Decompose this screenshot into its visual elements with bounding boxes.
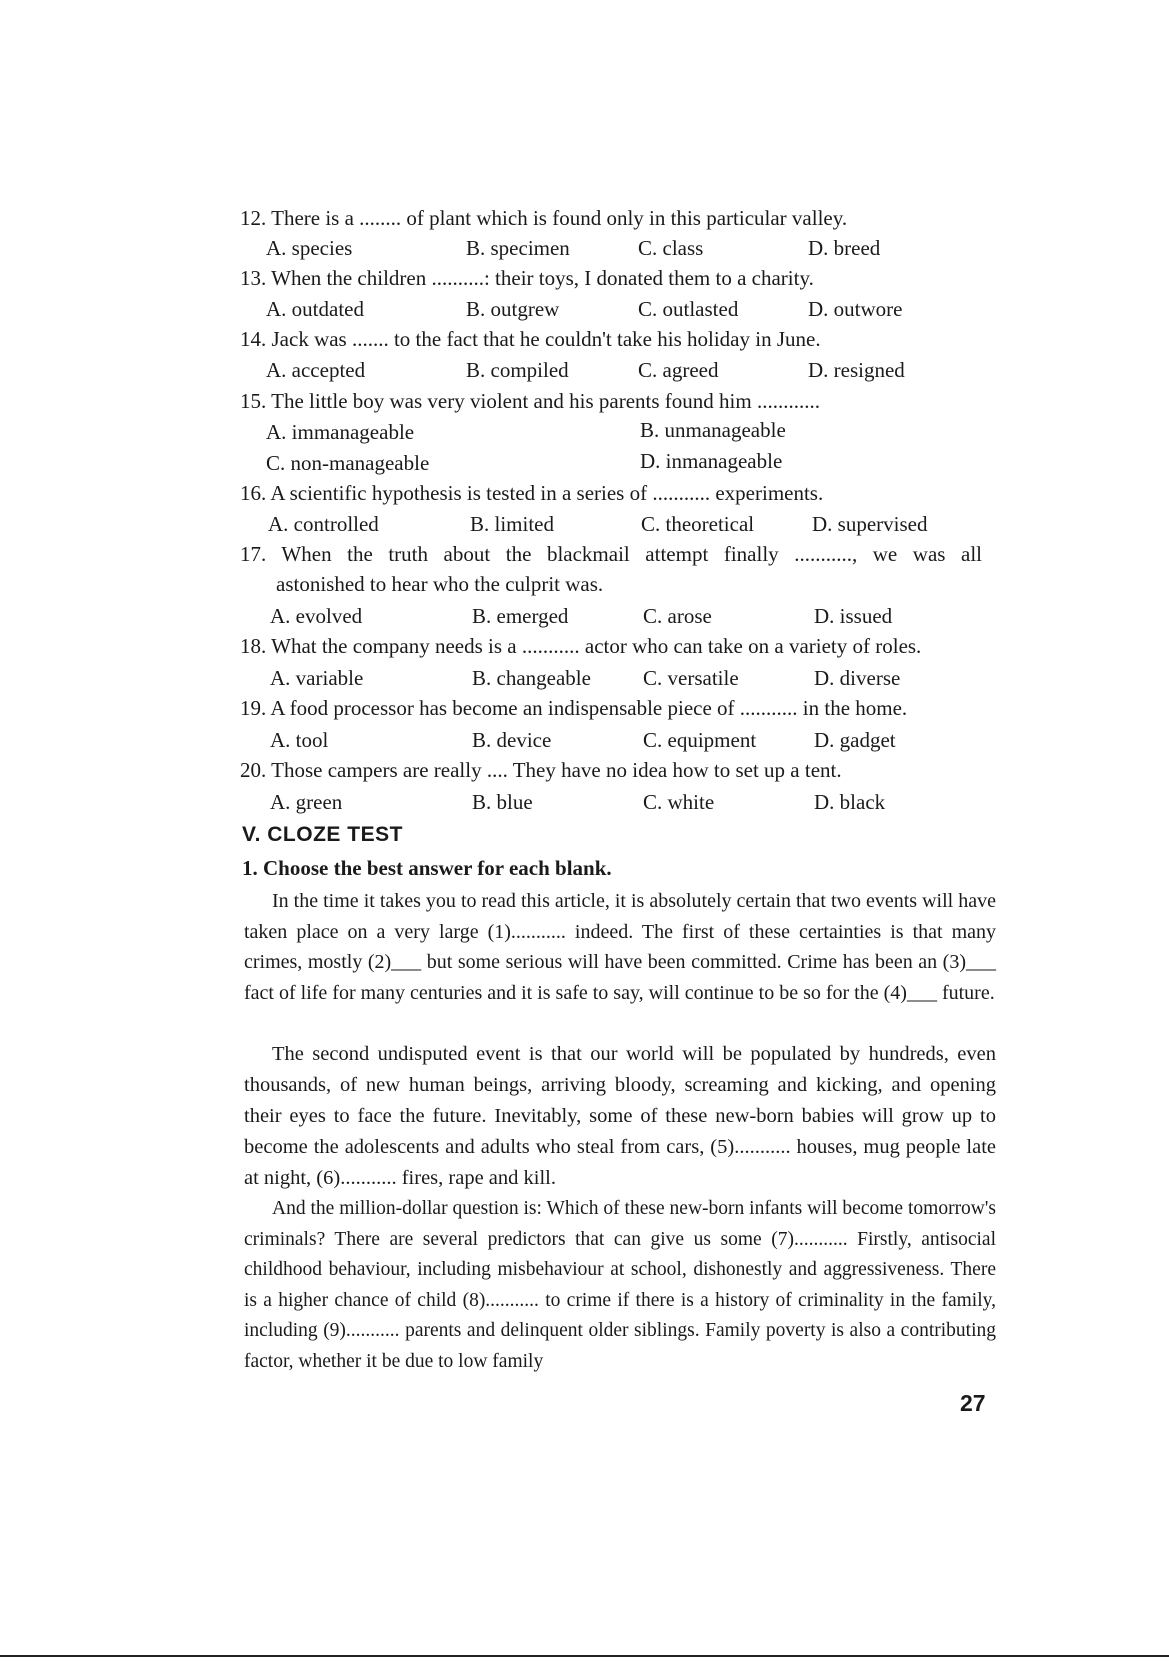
question-20-option-a: A. green [270, 790, 343, 814]
subsection-title: 1. Choose the best answer for each blank. [242, 856, 612, 880]
question-15-stem: 15. The little boy was very violent and his parents found him ............ [240, 389, 820, 413]
question-17-option-d: D. issued [814, 604, 893, 628]
cloze-paragraph-2: The second undisputed event is that our world will be populated by hundreds, even thousands, of new human beings, arriving bloody, screaming and kicking, and opening their eyes to face the future. Inevitably, some of these new-born babies will grow up to become the adolescents and adults who steal from cars, (5)........... houses, mug people late at night, (6)........... fires, rape and kill. [244, 1043, 996, 1189]
question-20-option-c: C. white [643, 790, 715, 814]
question-12-option-b: B. specimen [466, 236, 570, 260]
question-19-option-a: A. tool [270, 728, 329, 752]
question-14-stem: 14. Jack was ....... to the fact that he couldn't take his holiday in June. [240, 327, 821, 351]
question-14-option-c: C. agreed [638, 358, 719, 382]
question-12-option-c: C. class [638, 236, 704, 260]
question-13-option-a: A. outdated [266, 297, 364, 321]
question-18-option-d: D. diverse [814, 666, 901, 690]
question-12-option-d: D. breed [808, 236, 881, 260]
question-17-option-b: B. emerged [472, 604, 569, 628]
question-19-option-d: D. gadget [814, 728, 896, 752]
question-18-option-c: C. versatile [643, 666, 739, 690]
section-title: V. CLOZE TEST [242, 823, 403, 846]
question-12-stem: 12. There is a ........ of plant which is found only in this particular valley. [240, 206, 848, 230]
question-14-option-d: D. resigned [808, 358, 905, 382]
cloze-paragraph-1: In the time it takes you to read this article, it is absolutely certain that two events will have taken place on a very large (1)........... indeed. The first of these certainties is that many crimes, mostly (2)___ but some serious will have been committed. Crime has been an (3)___ fact of life for many centuries and it is safe to say, will continue to be so for the (4)___ future. [244, 890, 996, 1004]
question-19-option-b: B. device [472, 728, 552, 752]
question-16-option-a: A. controlled [268, 512, 379, 536]
question-13-option-d: D. outwore [808, 297, 903, 321]
question-20-option-b: B. blue [472, 790, 533, 814]
question-13-stem: 13. When the children ..........: their toys, I donated them to a charity. [240, 266, 814, 290]
question-19-stem: 19. A food processor has become an indispensable piece of ........... in the home. [240, 696, 908, 720]
question-20-option-d: D. black [814, 790, 886, 814]
scan-edge-line [0, 1655, 1169, 1657]
question-15-option-c: C. non-manageable [266, 451, 430, 475]
question-16-stem: 16. A scientific hypothesis is tested in a series of ........... experiments. [240, 481, 824, 505]
question-12-option-a: A. species [266, 236, 353, 260]
question-17-stem-continued: astonished to hear who the culprit was. [276, 572, 604, 596]
question-16-option-d: D. supervised [812, 512, 928, 536]
cloze-paragraph-3: And the million-dollar question is: Which of these new-born infants will become tomorrow's criminals? There are several predictors that can give us some (7)........... Firstly, antisocial childhood behaviour, including misbehaviour at school, dishonestly and aggressiveness. There is a higher chance of child (8)........... to crime if there is a history of criminality in the family, including (9)........... parents and delinquent older siblings. Family poverty is also a contributing factor, whether it be due to low family [244, 1198, 996, 1372]
question-20-stem: 20. Those campers are really .... They have no idea how to set up a tent. [240, 758, 842, 782]
question-18-option-b: B. changeable [472, 666, 591, 690]
question-15-option-b: B. unmanageable [640, 418, 786, 442]
question-13-option-b: B. outgrew [466, 297, 560, 321]
question-17-option-a: A. evolved [270, 604, 363, 628]
question-15-option-d: D. inmanageable [640, 449, 783, 473]
question-18-option-a: A. variable [270, 666, 364, 690]
question-16-option-c: C. theoretical [641, 512, 755, 536]
page-number: 27 [960, 1390, 986, 1416]
question-14-option-b: B. compiled [466, 358, 569, 382]
question-15-option-a: A. immanageable [266, 420, 415, 444]
question-18-stem: 18. What the company needs is a ........... actor who can take on a variety of roles. [240, 634, 922, 658]
question-16-option-b: B. limited [470, 512, 554, 536]
question-17-stem: 17. When the truth about the blackmail attempt finally ..........., we was all [240, 542, 982, 566]
question-14-option-a: A. accepted [266, 358, 366, 382]
question-17-option-c: C. arose [643, 604, 712, 628]
question-13-option-c: C. outlasted [638, 297, 739, 321]
question-19-option-c: C. equipment [643, 728, 757, 752]
